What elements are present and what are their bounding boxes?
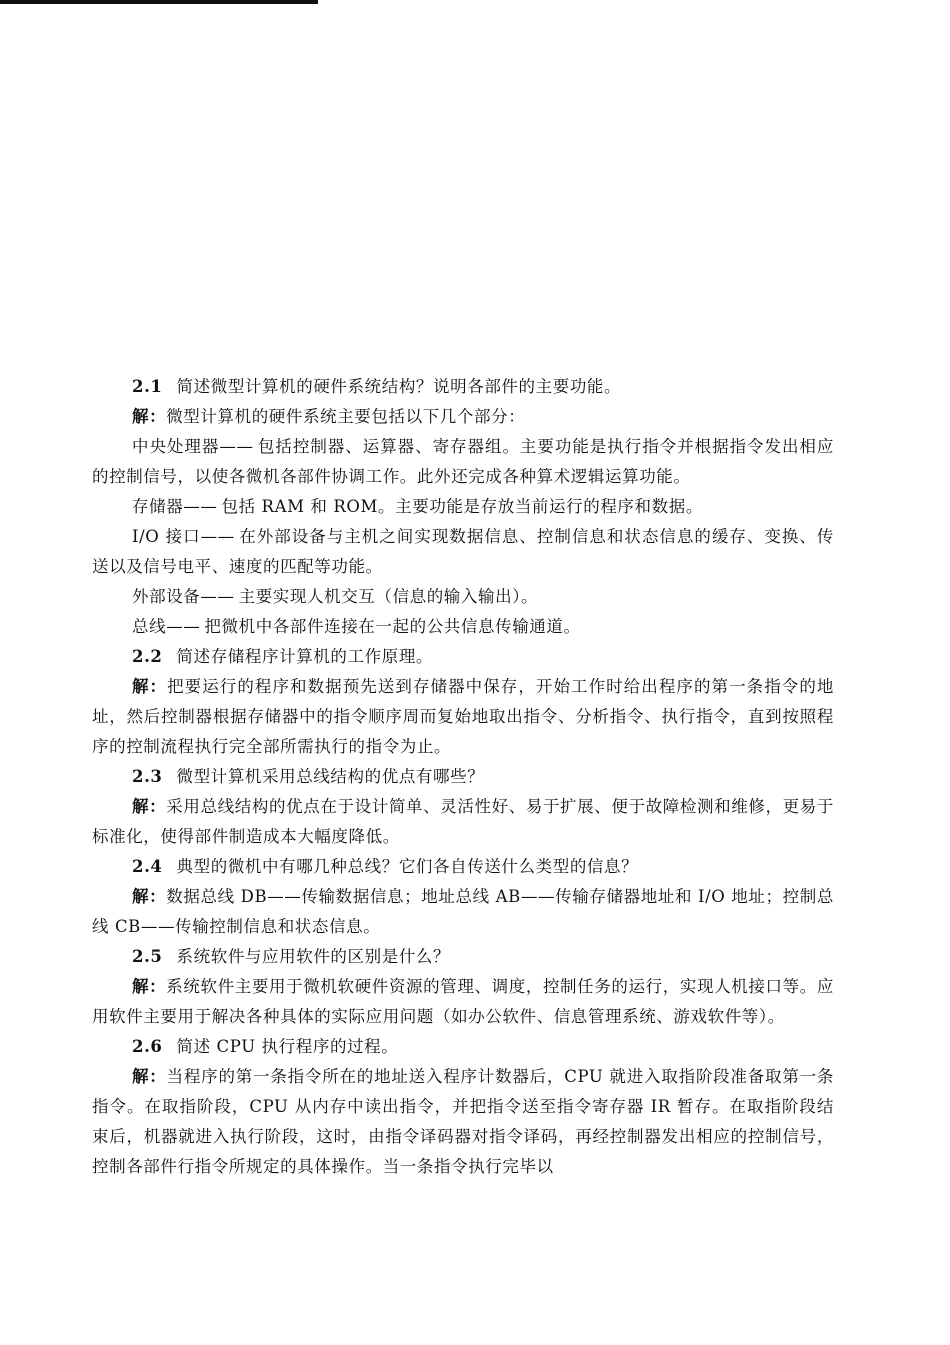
question-number: 2.6 [132,1037,163,1056]
question-text: 微型计算机采用总线结构的优点有哪些？ [176,767,485,786]
component-bus [92,612,834,642]
answer-text: 系统软件主要用于微机软硬件资源的管理、调度，控制任务的运行，实现人机接口等。应用软件主要用于解决各种具体的实际应用问题（如办公软件、信息管理系统、游戏软件等）。 [92,977,834,1026]
component-memory [92,492,834,522]
answer-label: 解： [132,1067,167,1086]
top-rule [0,0,318,4]
question-number: 2.5 [132,947,163,966]
component-term: I/O 接口—— [132,527,235,546]
question-text: 简述存储程序计算机的工作原理。 [176,647,434,666]
component-description: 把微机中各部件连接在一起的公共信息传输通道。 [204,617,581,636]
answer-text: 数据总线 DB——传输数据信息；地址总线 AB——传输存储器地址和 I/O 地址；控制总线 CB——传输控制信息和状态信息。 [92,887,834,936]
question-2-3 [92,762,834,792]
answer-label: 解： [132,407,167,426]
answer-2-1 [92,402,834,432]
question-number: 2.2 [132,647,163,666]
component-term: 外部设备—— [132,587,235,606]
answer-text: 把要运行的程序和数据预先送到存储器中保存，开始工作时给出程序的第一条指令的地址，然后控制器根据存储器中的指令顺序周而复始地取出指令、分析指令、执行指令，直到按照程序的控制流程执行完全部所需执行的指令为止。 [92,677,834,756]
answer-2-2 [92,672,834,762]
component-term: 存储器—— [132,497,218,516]
answer-text: 采用总线结构的优点在于设计简单、灵活性好、易于扩展、便于故障检测和维修，更易于标准化，使得部件制造成本大幅度降低。 [92,797,834,846]
question-number: 2.3 [132,767,163,786]
component-io-interface [92,522,834,582]
question-2-1 [92,372,834,402]
component-term: 总线—— [132,617,201,636]
component-description: 包括控制器、运算器、寄存器组。主要功能是执行指令并根据指令发出相应的控制信号，以使各微机各部件协调工作。此外还完成各种算术逻辑运算功能。 [92,437,834,486]
question-number: 2.1 [132,377,163,396]
answer-2-3 [92,792,834,852]
answer-text: 微型计算机的硬件系统主要包括以下几个部分： [166,407,526,426]
component-cpu [92,432,834,492]
answer-2-5 [92,972,834,1032]
component-description: 包括 RAM 和 ROM。主要功能是存放当前运行的程序和数据。 [221,497,703,516]
question-2-4 [92,852,834,882]
answer-2-4 [92,882,834,942]
question-number: 2.4 [132,857,163,876]
answer-label: 解： [132,977,167,996]
component-description: 在外部设备与主机之间实现数据信息、控制信息和状态信息的缓存、变换、传送以及信号电平、速度的匹配等功能。 [92,527,835,576]
answer-2-6 [92,1062,834,1182]
answer-text: 当程序的第一条指令所在的地址送入程序计数器后，CPU 就进入取指阶段准备取第一条指令。在取指阶段，CPU 从内存中读出指令，并把指令送至指令寄存器 IR 暂存。在取指阶段结束后，机器就进入执行阶段，这时，由指令译码器对指令译码，再经控制器发出相应的控制信号，控制各部件行指令所规定的具体操作。当一条指令执行完毕以 [92,1067,835,1176]
question-text: 简述微型计算机的硬件系统结构？说明各部件的主要功能。 [176,377,622,396]
component-term: 中央处理器—— [132,437,254,456]
question-text: 简述 CPU 执行程序的过程。 [176,1037,399,1056]
component-peripherals [92,582,834,612]
page-body [92,372,834,1182]
question-2-6 [92,1032,834,1062]
question-text: 典型的微机中有哪几种总线？它们各自传送什么类型的信息？ [176,857,639,876]
question-2-5 [92,942,834,972]
answer-label: 解： [132,677,168,696]
answer-label: 解： [132,887,167,906]
question-2-2 [92,642,834,672]
answer-label: 解： [132,797,167,816]
question-text: 系统软件与应用软件的区别是什么？ [176,947,451,966]
component-description: 主要实现人机交互（信息的输入输出）。 [238,587,539,606]
